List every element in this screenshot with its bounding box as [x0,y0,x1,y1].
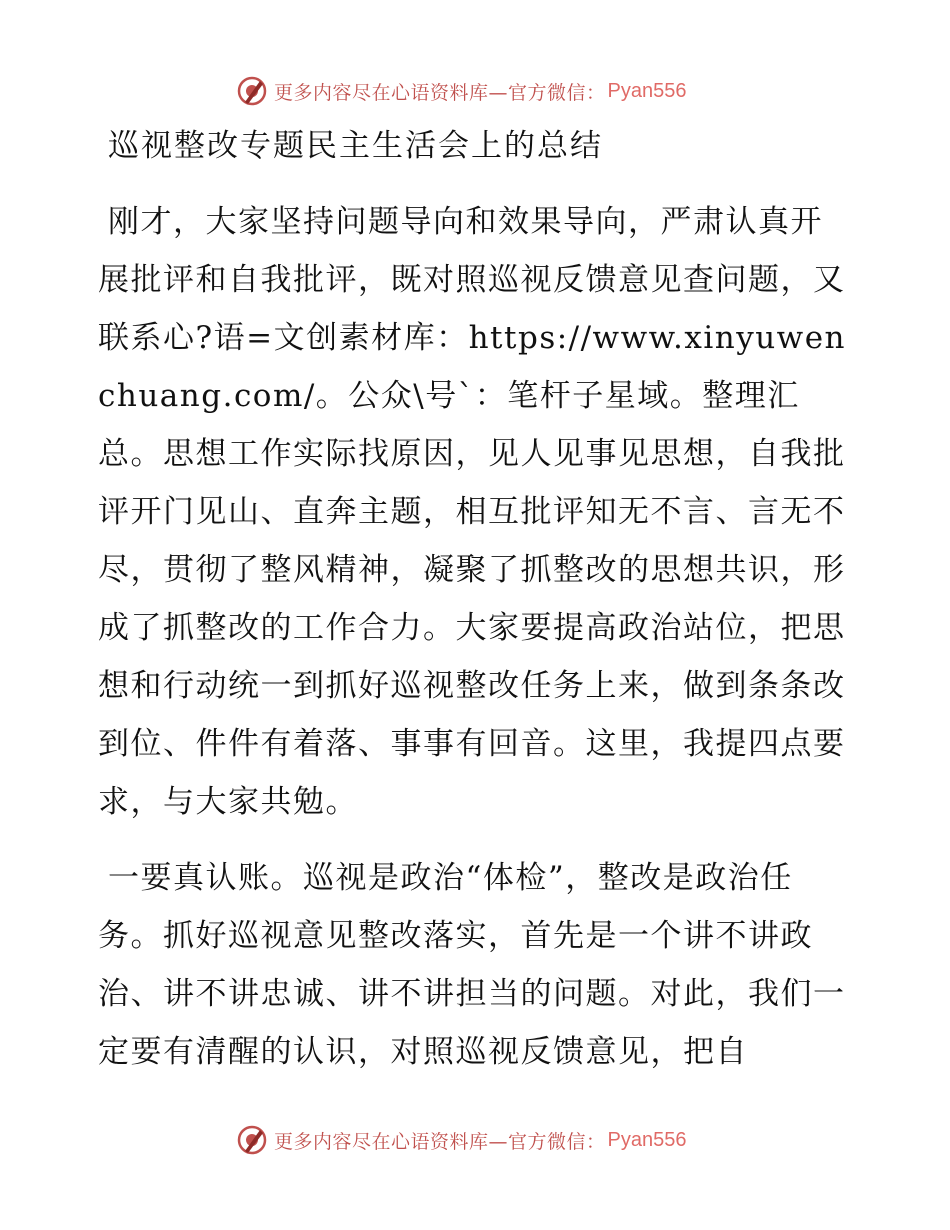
header-watermark [236,74,686,108]
paragraph-1: 刚才，大家坚持问题导向和效果导向，严肃认真开展批评和自我批评，既对照巡视反馈意见查问题，又联系心?语=文创素材库：https://www.xinyuwenchuang.com/。公众\号`：笔杆子星域。整理汇总。思想工作实际找原因，见人见事见思想，自我批评开门见山、直奔主题，相互批评知无不言、言无不尽，贯彻了整风精神，凝聚了抓整改的思想共识，形成了抓整改的工作合力。大家要提高政治站位，把思想和行动统一到抓好巡视整改任务上来，做到条条改到位、件件有着落、事事有回音。这里，我提四点要求，与大家共勉。 [98,204,847,820]
paragraph-2: 一要真认账。巡视是政治“体检”，整改是政治任务。抓好巡视意见整改落实，首先是一个讲不讲政治、讲不讲忠诚、讲不讲担当的问题。对此，我们一定要有清醒的认识，对照巡视反馈意见，把自 [98,860,846,1070]
footer-watermark [236,1123,686,1157]
pen-logo-icon [236,1124,268,1156]
watermark-text: 更多内容尽在心语资料库—官方微信： [274,1130,606,1153]
watermark-text: 更多内容尽在心语资料库—官方微信： [274,81,606,104]
pen-logo-icon [236,75,268,107]
watermark-wechat-id: Pyan556 [607,79,687,102]
document-title: 巡视整改专题民主生活会上的总结 [108,128,603,164]
watermark-wechat-id: Pyan556 [607,1128,687,1151]
